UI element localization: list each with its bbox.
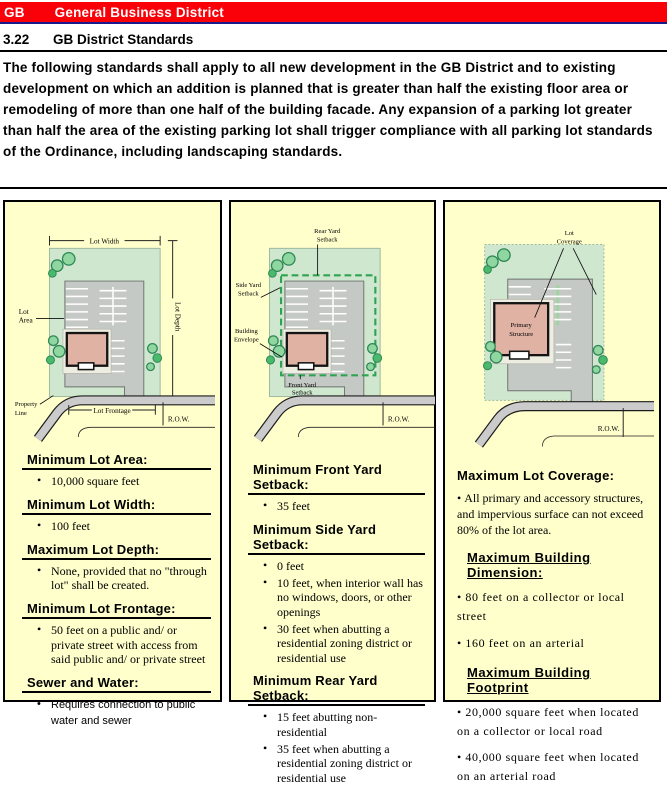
svg-text:Setback: Setback bbox=[291, 389, 313, 397]
bullet: • 100 feet bbox=[37, 519, 211, 534]
svg-text:Area: Area bbox=[18, 316, 33, 325]
svg-text:Lot Depth: Lot Depth bbox=[173, 301, 182, 332]
svg-text:Envelope: Envelope bbox=[234, 336, 259, 344]
bullet: • 35 feet bbox=[263, 499, 425, 514]
heading-minimum-lot-frontage: Minimum Lot Frontage: bbox=[22, 601, 211, 619]
bullet: • 0 feet bbox=[263, 559, 425, 574]
bullet: • 30 feet when abutting a residential zoning district or residential use bbox=[263, 622, 425, 666]
svg-text:R.O.W.: R.O.W. bbox=[167, 415, 189, 424]
svg-text:Property: Property bbox=[14, 401, 37, 409]
svg-text:R.O.W.: R.O.W. bbox=[387, 415, 410, 424]
district-code: GB bbox=[4, 4, 25, 20]
intro-paragraph: The following standards shall apply to all new development in the GB District and to existing development on which an addition is planned that is greater than half the existing floor area or remodeling of more than one half of the building facade. Any expansion of a parking lot greater than half the area of the existing parking lot shall trigger compliance with all parking lot standards of the Ordinance, including landscaping standards. bbox=[3, 60, 653, 159]
bullet: • All primary and accessory structures, and impervious surface can not exceed 80% of the lot area. bbox=[457, 491, 649, 538]
heading-maximum-building-footprint: Maximum Building Footprint bbox=[467, 664, 591, 695]
road bbox=[479, 406, 654, 444]
standard-section bbox=[457, 550, 649, 653]
section-heading bbox=[3, 32, 193, 47]
panel-setbacks bbox=[229, 200, 436, 785]
standard-section bbox=[22, 497, 211, 534]
bullet: • 20,000 square feet when located on a collector or local road bbox=[457, 703, 649, 741]
section-number: 3.22 bbox=[3, 32, 30, 47]
standard-section bbox=[248, 522, 425, 665]
svg-text:Line: Line bbox=[14, 409, 27, 417]
standard-section bbox=[22, 675, 211, 730]
bullet: • 10 feet, when interior wall has no windows, doors, or other openings bbox=[263, 576, 425, 620]
heading-maximum-lot-coverage: Maximum Lot Coverage: bbox=[457, 468, 615, 484]
panel-lot-dimensions bbox=[3, 200, 222, 728]
row-label bbox=[542, 408, 654, 446]
dimension-lot-frontage bbox=[68, 405, 155, 415]
bullet: • 40,000 square feet when located on an arterial road bbox=[457, 748, 649, 786]
heading-minimum-front-yard-setback: Minimum Front Yard Setback: bbox=[248, 462, 425, 495]
svg-text:Side Yard: Side Yard bbox=[235, 281, 262, 289]
panel-text bbox=[231, 462, 434, 785]
heading-minimum-side-yard-setback: Minimum Side Yard Setback: bbox=[248, 522, 425, 555]
bullet: • Requires connection to public water and sewer bbox=[37, 697, 211, 730]
svg-text:Setback: Setback bbox=[316, 236, 338, 244]
standard-section bbox=[457, 665, 649, 787]
svg-text:Rear Yard: Rear Yard bbox=[314, 227, 341, 235]
standard-section bbox=[248, 462, 425, 514]
building-shape bbox=[283, 329, 331, 373]
svg-text:Front Yard: Front Yard bbox=[288, 381, 317, 389]
district-title: General Business District bbox=[54, 4, 224, 20]
bullet: • 15 feet abutting non-residential bbox=[263, 710, 425, 739]
horizontal-rule bbox=[0, 187, 667, 189]
building-shape bbox=[62, 329, 110, 373]
section-title: GB District Standards bbox=[53, 32, 194, 47]
bullet: • None, provided that no "through lot" shall be created. bbox=[37, 564, 211, 593]
svg-text:Primary: Primary bbox=[510, 322, 532, 330]
svg-text:Lot: Lot bbox=[18, 307, 29, 316]
svg-text:Lot: Lot bbox=[564, 229, 574, 237]
bullet: • 50 feet on a public and/ or private street with access from said public and/ or private street bbox=[37, 623, 211, 667]
horizontal-rule bbox=[0, 50, 667, 52]
svg-text:Building: Building bbox=[234, 328, 258, 336]
svg-text:Lot Width: Lot Width bbox=[89, 237, 119, 246]
heading-sewer-and-water: Sewer and Water: bbox=[22, 675, 211, 693]
heading-maximum-lot-depth: Maximum Lot Depth: bbox=[22, 542, 211, 560]
bullet: • 160 feet on an arterial bbox=[457, 634, 649, 653]
dimension-lot-width bbox=[49, 236, 160, 246]
lot-coverage-diagram bbox=[450, 206, 654, 448]
bullet: • 10,000 square feet bbox=[37, 474, 211, 489]
standard-section bbox=[457, 468, 649, 538]
heading-minimum-lot-area: Minimum Lot Area: bbox=[22, 452, 211, 470]
svg-text:Lot Frontage: Lot Frontage bbox=[92, 406, 131, 415]
standard-section bbox=[22, 542, 211, 593]
svg-text:Coverage: Coverage bbox=[556, 238, 582, 246]
property-line-label bbox=[14, 396, 52, 417]
standard-section bbox=[248, 673, 425, 785]
svg-text:R.O.W.: R.O.W. bbox=[597, 425, 620, 434]
bullet: • 35 feet when abutting a residential zoning district or residential use bbox=[263, 742, 425, 786]
panel-text bbox=[445, 468, 659, 786]
panel-lot-coverage bbox=[443, 200, 661, 784]
setbacks-diagram bbox=[231, 206, 435, 448]
heading-minimum-rear-yard-setback: Minimum Rear Yard Setback: bbox=[248, 673, 425, 706]
heading-minimum-lot-width: Minimum Lot Width: bbox=[22, 497, 211, 515]
bullet: • 80 feet on a collector or local street bbox=[457, 588, 649, 626]
svg-text:Structure: Structure bbox=[509, 330, 534, 338]
standards-panels bbox=[3, 200, 664, 785]
standard-section bbox=[22, 452, 211, 489]
district-header-bar bbox=[0, 2, 667, 24]
standard-section bbox=[22, 601, 211, 667]
panel-text bbox=[5, 452, 220, 729]
heading-maximum-building-dimension: Maximum Building Dimension: bbox=[467, 550, 591, 581]
svg-text:Setback: Setback bbox=[237, 290, 259, 298]
lot-dimensions-diagram bbox=[11, 206, 215, 448]
dimension-lot-depth bbox=[167, 241, 181, 397]
row-label bbox=[298, 402, 435, 437]
